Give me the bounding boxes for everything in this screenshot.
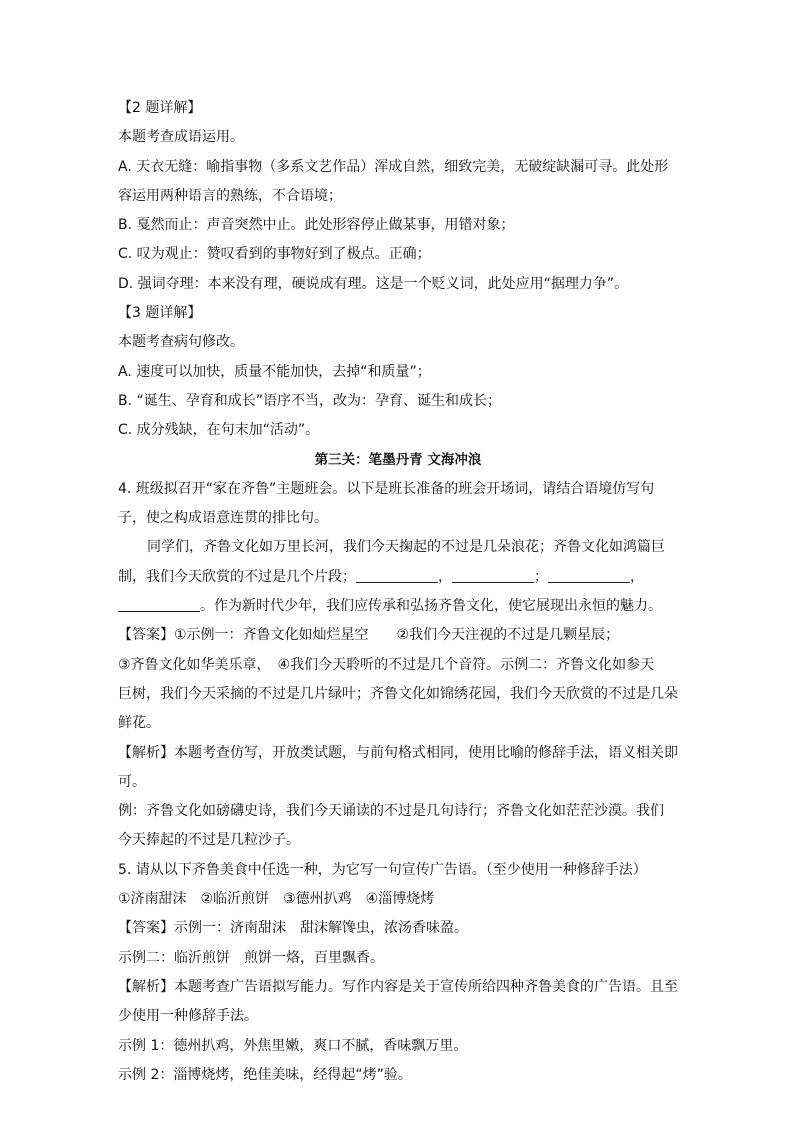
q2-option-a-line1: A. 天衣无缝：喻指事物（多系文艺作品）浑成自然，细致完美，无破绽缺漏可寻。此处形 bbox=[118, 158, 669, 175]
q2-option-b: B. 戛然而止：声音突然中止。此处形容停止做某事，用错对象； bbox=[118, 217, 515, 234]
answer-blank-3[interactable] bbox=[548, 568, 630, 583]
answer-blank-1[interactable] bbox=[356, 568, 438, 583]
q4-stem-line2: 子，使之构成语意连贯的排比句。 bbox=[118, 510, 328, 527]
q5-analysis-line2: 少使用一种修辞手法。 bbox=[118, 1008, 258, 1025]
q4-passage-line2 bbox=[118, 563, 678, 592]
q4-answer-line1: 【答案】①示例一：齐鲁文化如灿烂星空 ②我们今天注视的不过是几颗星辰； bbox=[118, 627, 620, 644]
q3-option-a: A. 速度可以加快，质量不能加快，去掉“和质量”； bbox=[118, 363, 431, 380]
answer-blank-2[interactable] bbox=[452, 568, 534, 583]
q2-intro: 本题考查成语运用。 bbox=[118, 129, 244, 146]
q3-heading: 【3 题详解】 bbox=[118, 305, 202, 322]
document-body bbox=[118, 94, 678, 1090]
q4-stem-line1: 4. 班级拟召开“家在齐鲁”主题班会。以下是班长准备的班会开场词，请结合语境仿写句 bbox=[118, 480, 655, 497]
q5-answer-line1: 【答案】示例一：济南甜沫 甜沫解馋虫，浓汤香味盈。 bbox=[118, 920, 468, 937]
q3-option-b: B. “诞生、孕育和成长”语序不当，改为：孕育、诞生和成长； bbox=[118, 392, 502, 409]
q4-passage-end: 。作为新时代少年，我们应传承和弘扬齐鲁文化，使它展现出永恒的魅力。 bbox=[200, 598, 662, 615]
q2-heading: 【2 题详解】 bbox=[118, 100, 202, 116]
q5-stem: 5. 请从以下齐鲁美食中任选一种，为它写一句宣传广告语。（至少使用一种修辞手法） bbox=[118, 861, 647, 878]
q4-example-line2: 今天捧起的不过是几粒沙子。 bbox=[118, 832, 300, 849]
q5-example-2: 示例 2：淄博烧烤，绝佳美味，经得起“烤”验。 bbox=[118, 1066, 412, 1083]
q5-example-1: 示例 1：德州扒鸡，外焦里嫩，爽口不腻，香味飘万里。 bbox=[118, 1037, 468, 1054]
q2-option-a-line2: 容运用两种语言的熟练，不合语境； bbox=[118, 187, 342, 204]
q3-option-c: C. 成分残缺，在句末加“活动”。 bbox=[118, 422, 320, 439]
q4-answer-line2: ③齐鲁文化如华美乐章， ④我们今天聆听的不过是几个音符。示例二：齐鲁文化如参天 bbox=[118, 656, 655, 673]
q4-passage-line1: 同学们，齐鲁文化如万里长河，我们今天掬起的不过是几朵浪花；齐鲁文化如鸿篇巨 bbox=[147, 539, 665, 556]
q4-analysis-line1: 【解析】本题考查仿写，开放类试题，与前句格式相同，使用比喻的修辞手法，语义相关即 bbox=[118, 744, 678, 761]
q4-passage-text: 制，我们今天欣赏的不过是几个片段； bbox=[118, 568, 356, 585]
q5-answer-line2: 示例二：临沂煎饼 煎饼一烙，百里飘香。 bbox=[118, 949, 384, 966]
punct-comma-1: ， bbox=[438, 568, 452, 585]
part-three-title: 第三关：笔墨丹青 文海冲浪 bbox=[314, 451, 482, 468]
q4-analysis-line2: 可。 bbox=[118, 773, 146, 790]
answer-blank-4[interactable] bbox=[118, 597, 200, 612]
q4-passage-line3 bbox=[118, 592, 678, 621]
q4-answer-line4: 鲜花。 bbox=[118, 715, 160, 732]
punct-semicolon: ； bbox=[534, 568, 548, 585]
q5-analysis-line1: 【解析】本题考查广告语拟写能力。写作内容是关于宣传所给四种齐鲁美食的广告语。且至 bbox=[118, 978, 678, 995]
q4-answer-line3: 巨树，我们今天采摘的不过是几片绿叶；齐鲁文化如锦绣花园，我们今天欣赏的不过是几朵 bbox=[118, 685, 678, 702]
q2-option-d: D. 强词夺理：本来没有理，硬说成有理。这是一个贬义词，此处应用“据理力争”。 bbox=[118, 275, 629, 292]
q5-options: ①济南甜沫 ②临沂煎饼 ③德州扒鸡 ④淄博烧烤 bbox=[118, 891, 435, 908]
q2-option-c: C. 叹为观止：赞叹看到的事物好到了极点。正确； bbox=[118, 246, 431, 263]
q3-intro: 本题考查病句修改。 bbox=[118, 334, 244, 351]
punct-comma-2: ， bbox=[630, 568, 644, 585]
q4-example-line1: 例：齐鲁文化如磅礴史诗，我们今天诵读的不过是几句诗行；齐鲁文化如茫茫沙漠。我们 bbox=[118, 803, 664, 820]
